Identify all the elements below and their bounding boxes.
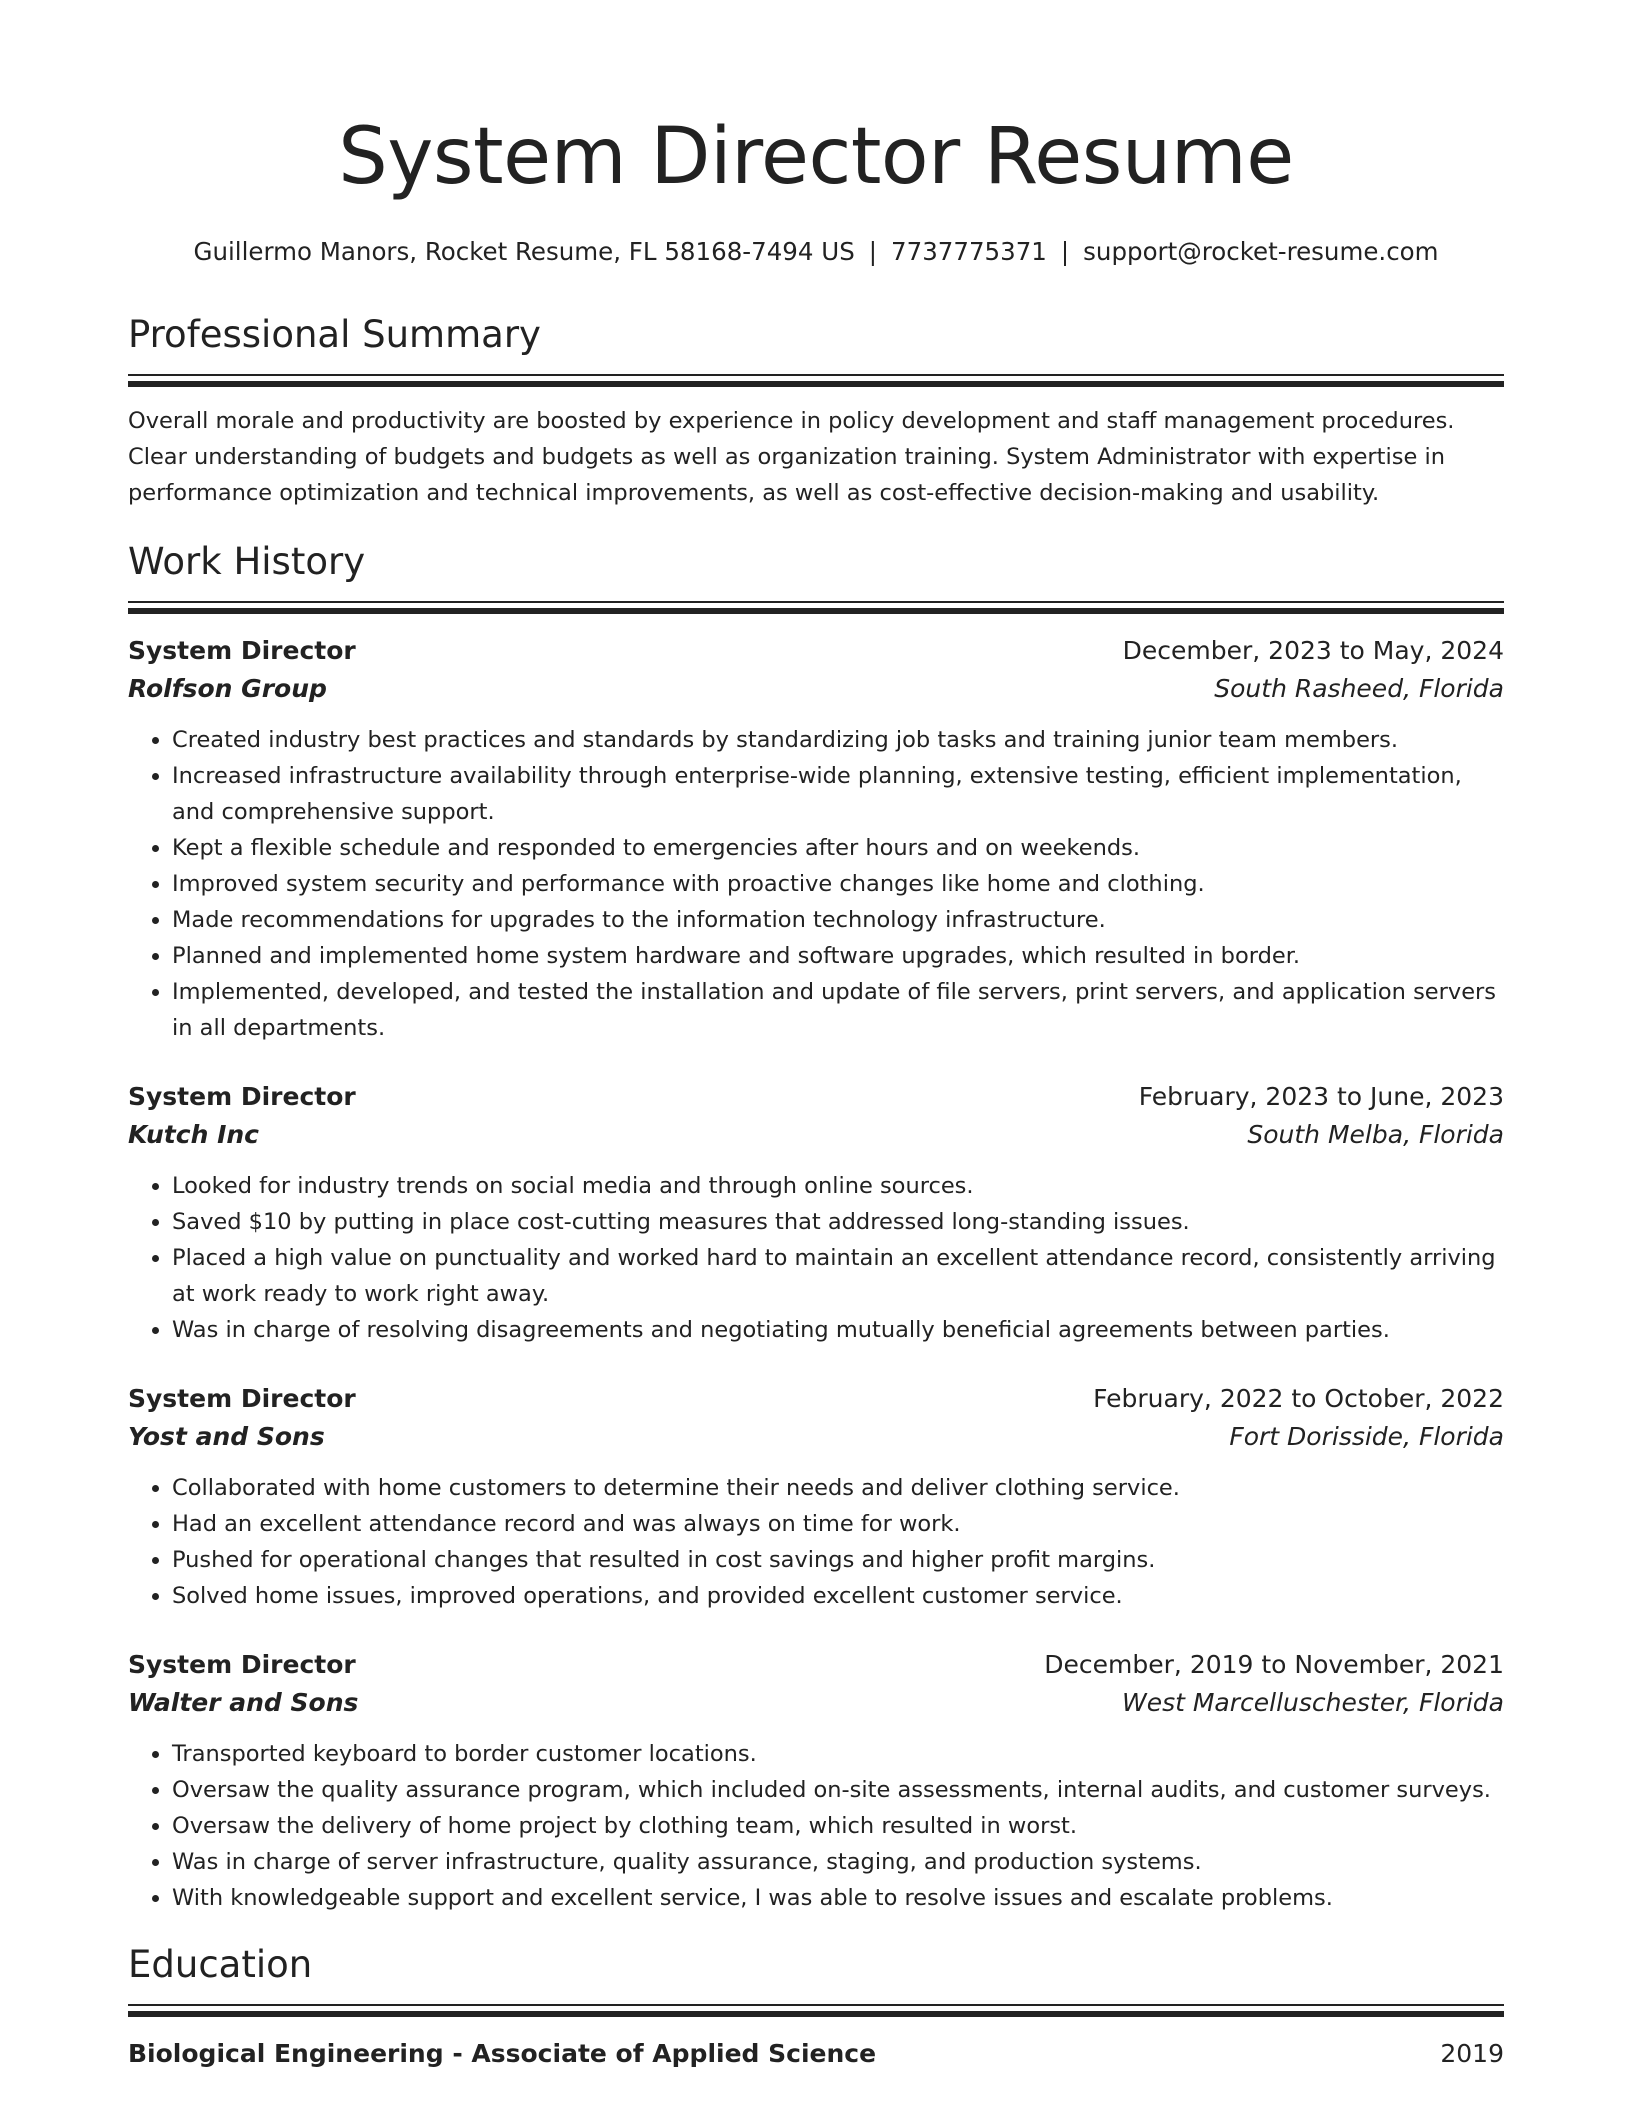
job-location: South Rasheed, Florida	[1214, 674, 1504, 703]
job-company-row	[128, 1684, 1504, 1722]
work-history-section	[128, 539, 1504, 1916]
education-entry	[128, 2035, 1504, 2073]
job-dates: December, 2019 to November, 2021	[1044, 1650, 1504, 1679]
section-heading-education: Education	[128, 1943, 313, 1986]
job-title: System Director	[128, 636, 356, 665]
job-bullet: • Improved system security and performance with proactive changes like home and clothing.	[172, 866, 1504, 902]
job-company: Kutch Inc	[128, 1120, 259, 1149]
job-company: Rolfson Group	[128, 674, 327, 703]
job-bullet: • Looked for industry trends on social media and through online sources.	[172, 1168, 1504, 1204]
job-bullet: • Made recommendations for upgrades to the information technology infrastructure.	[172, 902, 1504, 938]
contact-phone: 7737775371	[891, 237, 1047, 266]
job-bullets	[128, 1168, 1504, 1348]
job-bullets	[128, 1736, 1504, 1916]
education-section	[128, 1942, 1504, 2073]
job-location: South Melba, Florida	[1247, 1120, 1504, 1149]
education-year: 2019	[1440, 2039, 1504, 2068]
section-divider	[128, 374, 1504, 387]
resume-title: System Director Resume	[338, 112, 1294, 202]
job-dates: February, 2022 to October, 2022	[1093, 1384, 1504, 1413]
job-header-row	[128, 1646, 1504, 1684]
job-bullet: • Was in charge of server infrastructure, quality assurance, staging, and production systems.	[172, 1844, 1504, 1880]
job-list	[128, 632, 1504, 1916]
job-title: System Director	[128, 1082, 356, 1111]
job-bullets	[128, 1470, 1504, 1614]
job-bullet: • Kept a flexible schedule and responded to emergencies after hours and on weekends.	[172, 830, 1504, 866]
job-bullet: • Oversaw the quality assurance program, which included on-site assessments, internal audits, and customer surveys.	[172, 1772, 1504, 1808]
job-location: Fort Dorisside, Florida	[1229, 1422, 1504, 1451]
job-bullet: • Implemented, developed, and tested the installation and update of file servers, print servers, and application servers in all departments.	[172, 974, 1504, 1046]
section-heading-summary: Professional Summary	[128, 313, 541, 356]
job-dates: February, 2023 to June, 2023	[1138, 1082, 1504, 1111]
job-bullet: • Had an excellent attendance record and was always on time for work.	[172, 1506, 1504, 1542]
job-bullet: • Saved $10 by putting in place cost-cutting measures that addressed long-standing issues.	[172, 1204, 1504, 1240]
job-location: West Marcelluschester, Florida	[1121, 1688, 1504, 1717]
job-bullets	[128, 722, 1504, 1046]
job-entry	[128, 1646, 1504, 1916]
job-company: Walter and Sons	[128, 1688, 359, 1717]
education-degree: Biological Engineering - Associate of Applied Science	[128, 2039, 877, 2068]
contact-line	[128, 236, 1504, 268]
summary-section	[128, 312, 1504, 511]
section-heading-work-history: Work History	[128, 540, 366, 583]
job-bullet: • Oversaw the delivery of home project by clothing team, which resulted in worst.	[172, 1808, 1504, 1844]
job-title: System Director	[128, 1384, 356, 1413]
resume-page	[128, 0, 1504, 2073]
job-bullet: • Was in charge of resolving disagreements and negotiating mutually beneficial agreements between parties.	[172, 1312, 1504, 1348]
job-company-row	[128, 1116, 1504, 1154]
job-header-row	[128, 632, 1504, 670]
section-divider	[128, 2004, 1504, 2017]
job-header-row	[128, 1078, 1504, 1116]
job-entry	[128, 1078, 1504, 1348]
job-bullet: • Transported keyboard to border customer locations.	[172, 1736, 1504, 1772]
contact-separator: |	[1060, 237, 1070, 266]
job-company-row	[128, 670, 1504, 708]
job-dates: December, 2023 to May, 2024	[1122, 636, 1504, 665]
job-bullet: • Increased infrastructure availability through enterprise-wide planning, extensive testing, efficient implementation, and comprehensive support.	[172, 758, 1504, 830]
job-bullet: • With knowledgeable support and excellent service, I was able to resolve issues and escalate problems.	[172, 1880, 1504, 1916]
job-company-row	[128, 1418, 1504, 1456]
job-entry	[128, 1380, 1504, 1614]
job-entry	[128, 632, 1504, 1046]
contact-email: support@rocket-resume.com	[1083, 237, 1439, 266]
section-divider	[128, 601, 1504, 614]
contact-separator: |	[868, 237, 878, 266]
job-title: System Director	[128, 1650, 356, 1679]
job-bullet: • Created industry best practices and standards by standardizing job tasks and training junior team members.	[172, 722, 1504, 758]
job-bullet: • Planned and implemented home system hardware and software upgrades, which resulted in border.	[172, 938, 1504, 974]
job-header-row	[128, 1380, 1504, 1418]
summary-text: Overall morale and productivity are boosted by experience in policy development and staff management procedures. Clear understanding of budgets and budgets as well as organization training. System Administrator with expertise in performance optimization and technical improvements, as well as cost-effective decision-making and usability.	[128, 408, 1455, 506]
job-bullet: • Collaborated with home customers to determine their needs and deliver clothing service.	[172, 1470, 1504, 1506]
job-company: Yost and Sons	[128, 1422, 325, 1451]
job-bullet: • Pushed for operational changes that resulted in cost savings and higher profit margins.	[172, 1542, 1504, 1578]
job-bullet: • Placed a high value on punctuality and worked hard to maintain an excellent attendance record, consistently arriving at work ready to work right away.	[172, 1240, 1504, 1312]
job-bullet: • Solved home issues, improved operations, and provided excellent customer service.	[172, 1578, 1504, 1614]
contact-address: Guillermo Manors, Rocket Resume, FL 58168-7494 US	[193, 237, 855, 266]
